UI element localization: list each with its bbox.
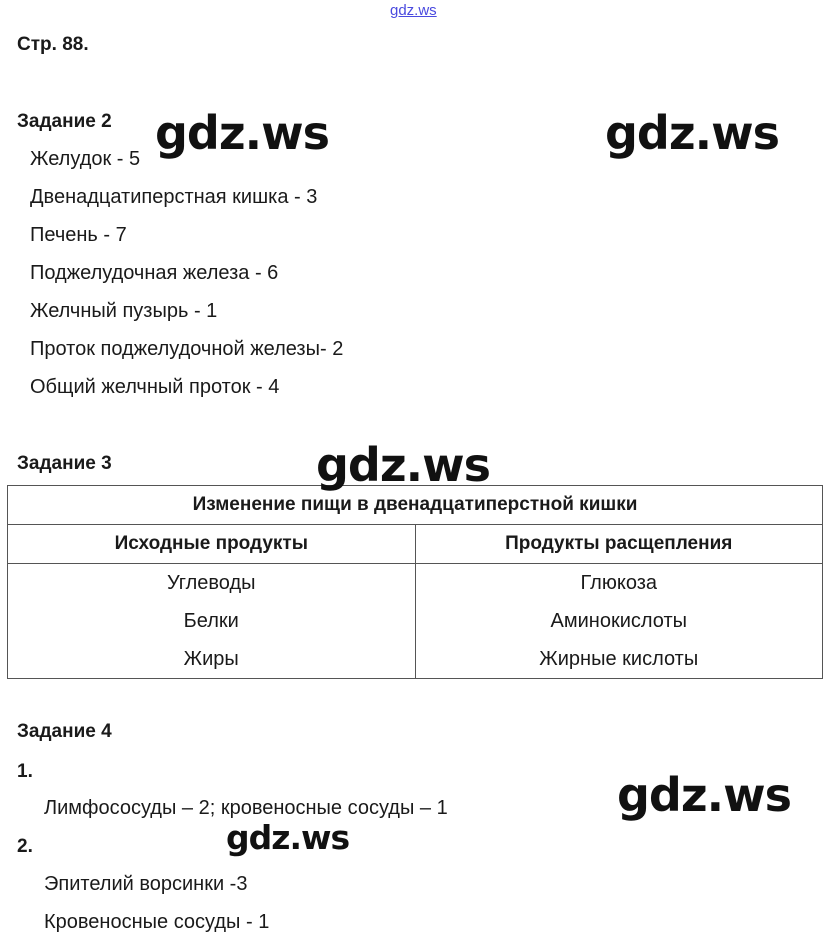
task2-item: Общий желчный проток - 4 — [30, 376, 280, 398]
task3-heading: Задание 3 — [17, 453, 112, 474]
task4-heading: Задание 4 — [17, 721, 112, 742]
table-cell: Глюкоза — [580, 572, 658, 594]
task2-item: Поджелудочная железа - 6 — [30, 262, 279, 284]
watermark: gdz.ws — [617, 768, 791, 822]
page-label: Стр. 88. — [17, 34, 89, 55]
task2-item: Проток поджелудочной железы- 2 — [30, 338, 344, 360]
cleavage-products-cell — [415, 564, 823, 679]
task2-item: Печень - 7 — [30, 224, 127, 246]
column-header-products: Продукты расщепления — [415, 525, 823, 564]
watermark: gdz.ws — [226, 818, 350, 857]
source-products-cell — [8, 564, 416, 679]
table-title: Изменение пищи в двенадцатиперстной кишки — [8, 486, 823, 525]
watermark: gdz.ws — [316, 438, 490, 492]
column-header-source: Исходные продукты — [8, 525, 416, 564]
table-cell: Жиры — [183, 648, 239, 670]
table-cell: Углеводы — [166, 572, 256, 594]
task2-item: Желудок - 5 — [30, 148, 141, 170]
task4-item: Эпителий ворсинки -3 — [44, 873, 248, 895]
task2-item: Двенадцатиперстная кишка - 3 — [30, 186, 318, 208]
task4-item: Лимфососуды – 2; кровеносные сосуды – 1 — [44, 797, 448, 819]
task2-item: Желчный пузырь - 1 — [30, 300, 218, 322]
task2-heading: Задание 2 — [17, 111, 112, 132]
table-cell: Белки — [183, 610, 239, 632]
site-link[interactable]: gdz.ws — [390, 2, 437, 19]
task4-item: Кровеносные сосуды - 1 — [44, 911, 270, 933]
watermark: gdz.ws — [605, 106, 779, 160]
food-change-table — [7, 485, 823, 679]
task4-part2-label: 2. — [17, 836, 33, 857]
table-cell: Аминокислоты — [550, 610, 687, 632]
table-cell: Жирные кислоты — [539, 648, 699, 670]
watermark: gdz.ws — [155, 106, 329, 160]
task4-part1-label: 1. — [17, 761, 33, 782]
